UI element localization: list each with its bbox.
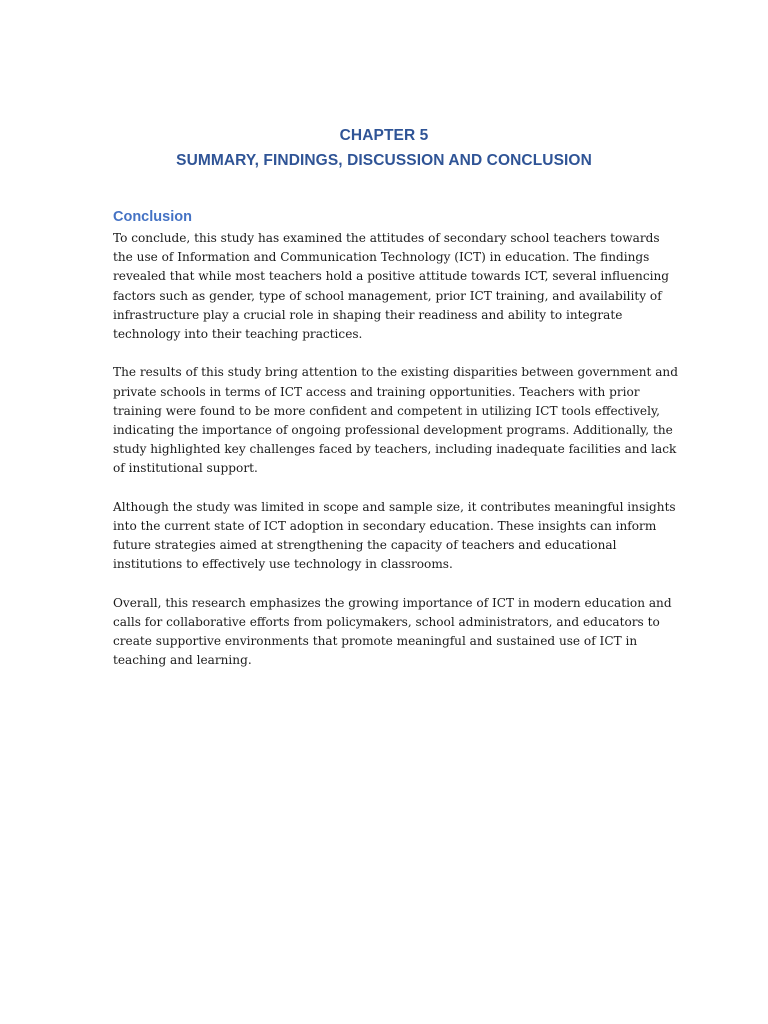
text-line: The results of this study bring attention to the existing disparities between government and xyxy=(113,365,678,380)
text-line: Overall, this research emphasizes the growing importance of ICT in modern education and xyxy=(113,595,672,610)
text-line: study highlighted key challenges faced by teachers, including inadequate facilities and lack xyxy=(113,442,677,457)
text-line: calls for collaborative efforts from policymakers, school administrators, and educators to xyxy=(113,615,660,630)
paragraph xyxy=(113,498,676,575)
text-line: of institutional support. xyxy=(113,461,258,476)
paragraph xyxy=(113,594,672,671)
chapter-title: SUMMARY, FINDINGS, DISCUSSION AND CONCLUSION xyxy=(176,152,592,169)
text-line: into the current state of ICT adoption in secondary education. These insights can inform xyxy=(113,519,657,534)
paragraph xyxy=(113,363,678,478)
text-line: technology into their teaching practices. xyxy=(113,327,363,342)
text-line: Although the study was limited in scope and sample size, it contributes meaningful insights xyxy=(113,499,676,514)
text-line: indicating the importance of ongoing professional development programs. Additionally, the xyxy=(113,423,673,438)
text-line: revealed that while most teachers hold a positive attitude towards ICT, several influencing xyxy=(113,269,670,284)
text-line: factors such as gender, type of school management, prior ICT training, and availability of xyxy=(113,288,662,303)
text-line: the use of Information and Communication Technology (ICT) in education. The findings xyxy=(113,250,650,265)
text-line: training were found to be more confident and competent in utilizing ICT tools effectively, xyxy=(113,403,661,418)
text-line: To conclude, this study has examined the attitudes of secondary school teachers towards xyxy=(113,231,660,245)
body-text xyxy=(113,229,678,690)
text-line: future strategies aimed at strengthening the capacity of teachers and educational xyxy=(113,538,617,553)
chapter-number: CHAPTER 5 xyxy=(339,127,429,144)
text-line: teaching and learning. xyxy=(113,653,252,668)
text-line: private schools in terms of ICT access and training opportunities. Teachers with prior xyxy=(113,384,640,399)
section-heading-conclusion: Conclusion xyxy=(113,209,192,225)
text-line: create supportive environments that promote meaningful and sustained use of ICT in xyxy=(113,634,638,649)
text-line: institutions to effectively use technology in classrooms. xyxy=(113,557,453,572)
text-line: infrastructure play a crucial role in shaping their readiness and ability to integrate xyxy=(113,307,623,322)
paragraph xyxy=(113,229,670,344)
